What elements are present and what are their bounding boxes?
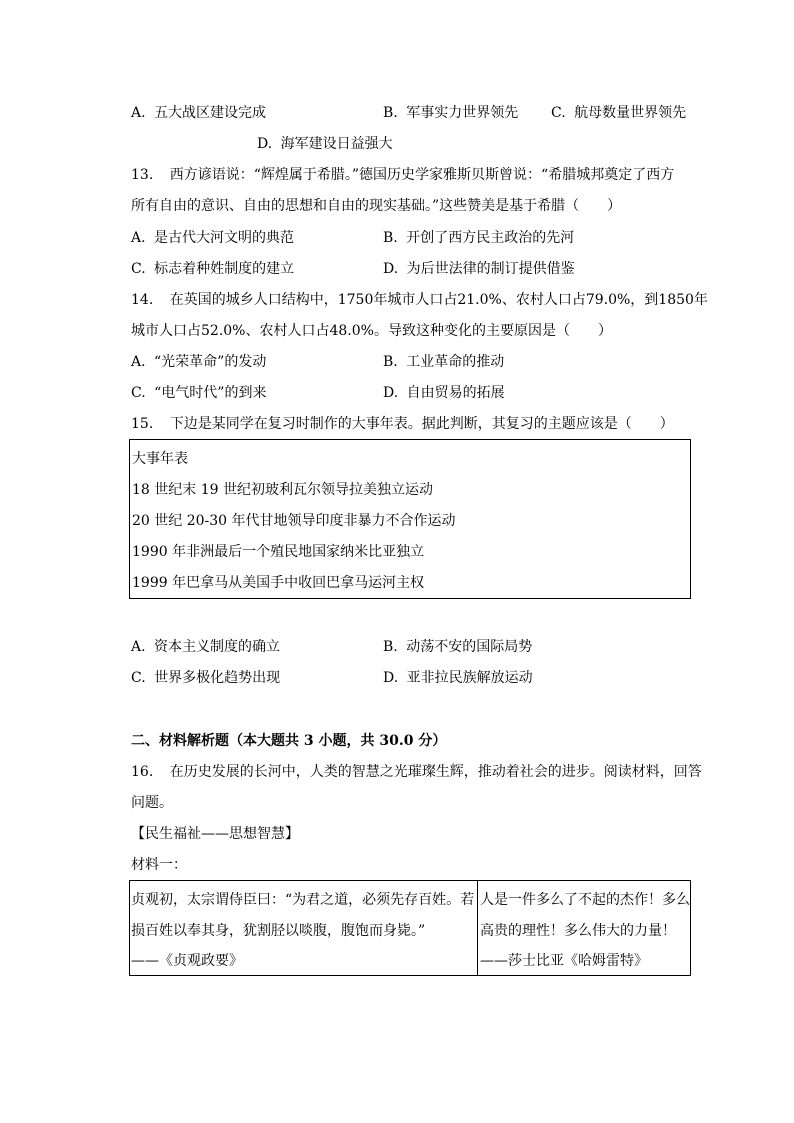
option-label: D. — [257, 136, 273, 152]
option-label: B. — [383, 639, 398, 655]
option-text: 是古代大河文明的典范 — [154, 230, 295, 246]
option-text: 为后世法律的制订提供借鉴 — [406, 261, 575, 277]
option-text: 航母数量世界领先 — [574, 105, 687, 121]
question-text: 在英国的城乡人口结构中，1750年城市人口占21.0%、农村人口占79.0%，到1850年 — [169, 292, 708, 308]
option-text: “电气时代”的到来 — [154, 385, 267, 401]
option-label: D. — [383, 670, 399, 686]
question-number: 16. — [131, 764, 154, 780]
question-text: 西方谚语说：“辉煌属于希腊。”德国历史学家雅斯贝斯曾说：“希腊城邦奠定了西方 — [169, 167, 675, 183]
left-cell-line1: 贞观初，太宗谓侍臣曰：“为君之道，必须先存百姓。若 — [131, 892, 475, 908]
left-cell-source: ——《贞观政要》 — [131, 953, 243, 969]
q16-subheading: 【民生福祉——思想智慧】 — [131, 826, 299, 842]
left-cell-line2: 损百姓以奉其身，犹割胫以啖腹，腹饱而身毙。” — [131, 923, 426, 939]
chronology-event: 18 世纪末 19 世纪初玻利瓦尔领导拉美独立运动 — [132, 482, 433, 498]
table-divider — [477, 881, 478, 975]
option-label: B. — [383, 354, 398, 370]
q15-option-a — [131, 638, 280, 656]
option-text: 动荡不安的国际局势 — [406, 639, 533, 655]
option-label: A. — [131, 105, 146, 121]
q13-stem-line2: 所有自由的意识、自由的思想和自由的现实基础。”这些赞美是基于希腊（ ） — [131, 198, 622, 214]
material-label: 材料一： — [131, 857, 187, 873]
option-label: A. — [131, 230, 146, 246]
question-text: 在历史发展的长河中，人类的智慧之光璀璨生辉，推动着社会的进步。阅读材料，回答 — [169, 764, 702, 780]
q14-stem-line1 — [131, 291, 708, 309]
option-text: 标志着种姓制度的建立 — [154, 261, 295, 277]
question-text: 下边是某同学在复习时制作的大事年表。据此判断，其复习的主题应该是（ ） — [169, 416, 674, 432]
right-cell-source: ——莎士比亚《哈姆雷特》 — [480, 953, 648, 969]
q15-option-c — [131, 669, 280, 687]
option-text: 军事实力世界领先 — [406, 105, 519, 121]
q15-option-b — [383, 638, 532, 656]
q16-stem-line2: 问题。 — [131, 795, 173, 811]
q14-option-b — [383, 353, 504, 371]
question-number: 14. — [131, 292, 154, 308]
option-label: D. — [383, 261, 399, 277]
option-label: C. — [131, 670, 146, 686]
section-heading: 二、材料解析题（本大题共 3 小题，共 30.0 分） — [131, 733, 447, 749]
q13-option-d — [383, 260, 575, 278]
option-label: C. — [551, 105, 566, 121]
chronology-event: 1990 年非洲最后一个殖民地国家纳米比亚独立 — [132, 544, 425, 560]
chronology-event: 1999 年巴拿马从美国手中收回巴拿马运河主权 — [132, 575, 425, 591]
option-text: 工业革命的推动 — [406, 354, 505, 370]
q13-stem-line1 — [131, 166, 674, 184]
option-label: A. — [131, 639, 146, 655]
option-label: B. — [383, 105, 398, 121]
option-text: “光荣革命”的发动 — [154, 354, 267, 370]
q14-option-a — [131, 353, 266, 371]
right-cell-line2: 高贵的理性！多么伟大的力量！ — [480, 923, 676, 939]
q13-option-a — [131, 229, 294, 247]
q15-option-d — [383, 669, 533, 687]
chronology-event: 20 世纪 20-30 年代甘地领导印度非暴力不合作运动 — [132, 513, 456, 529]
option-label: A. — [131, 354, 146, 370]
option-text: 自由贸易的拓展 — [406, 385, 505, 401]
q14-option-c — [131, 384, 266, 402]
chronology-title: 大事年表 — [132, 451, 188, 467]
q13-option-b — [383, 229, 574, 247]
question-number: 15. — [131, 416, 154, 432]
right-cell-line1: 人是一件多么了不起的杰作！多么 — [480, 892, 690, 908]
option-text: 资本主义制度的确立 — [154, 639, 281, 655]
option-label: C. — [131, 261, 146, 277]
q12-option-d — [257, 135, 393, 153]
q12-option-b — [383, 104, 518, 122]
option-text: 开创了西方民主政治的先河 — [406, 230, 575, 246]
option-text: 世界多极化趋势出现 — [154, 670, 281, 686]
q14-option-d — [383, 384, 505, 402]
question-number: 13. — [131, 167, 154, 183]
q15-stem-line1 — [131, 415, 674, 433]
option-label: D. — [383, 385, 399, 401]
option-text: 亚非拉民族解放运动 — [406, 670, 533, 686]
q12-option-c — [551, 104, 686, 122]
material-table — [129, 880, 691, 976]
option-text: 五大战区建设完成 — [154, 105, 267, 121]
chronology-table — [129, 439, 691, 599]
option-label: B. — [383, 230, 398, 246]
q14-stem-line2: 城市人口占52.0%、农村人口占48.0%。导致这种变化的主要原因是（ ） — [131, 323, 612, 339]
q16-stem-line1 — [131, 763, 702, 781]
q13-option-c — [131, 260, 294, 278]
option-label: C. — [131, 385, 146, 401]
q12-option-a — [131, 104, 266, 122]
option-text: 海军建设日益强大 — [280, 136, 393, 152]
